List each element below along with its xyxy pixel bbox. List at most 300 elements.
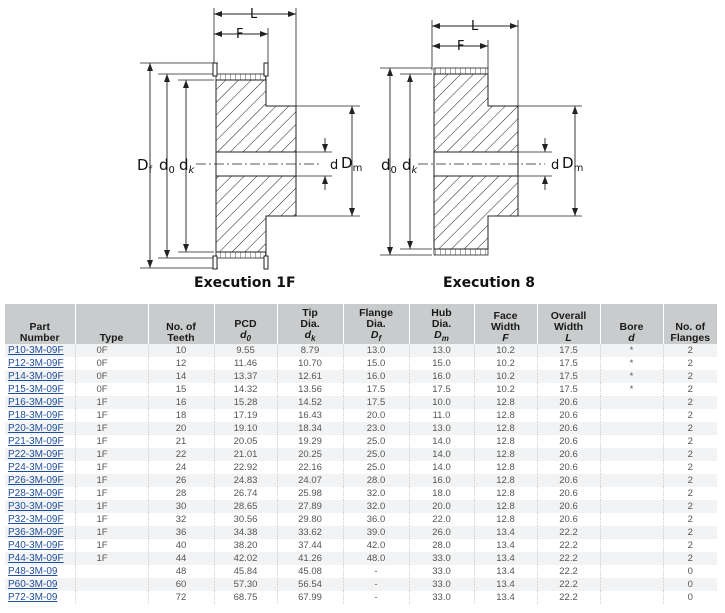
part-number-cell[interactable] [5,500,75,513]
table-body [5,344,717,604]
table-cell [600,435,663,448]
part-number-cell[interactable] [5,539,75,552]
header-symbol: $D_f$ [370,328,382,343]
table-cell: 20.6 [537,409,600,422]
table-cell: 28.65 [214,500,277,513]
table-cell: 1F [75,487,148,500]
table-cell: 22.2 [537,578,600,591]
table-cell: 1F [75,513,148,526]
table-row [5,513,717,526]
table-row [5,565,717,578]
header-text: Width [490,321,521,333]
dim-label-d0: $d_0$ [381,156,397,176]
table-cell: 12.8 [474,396,537,409]
table-cell: 60 [148,578,214,591]
table-cell: 2 [663,552,717,565]
part-number-cell[interactable] [5,409,75,422]
table-cell: 2 [663,474,717,487]
header-text: Number [19,332,60,344]
table-header [5,304,717,344]
part-number-cell[interactable] [5,513,75,526]
header-text: Face [493,310,518,322]
table-cell: 0 [663,565,717,578]
table-cell: 20.6 [537,396,600,409]
table-cell [600,474,663,487]
table-cell: 45.84 [214,565,277,578]
part-number-link[interactable]: P30-3M-09F [8,500,64,512]
table-cell: 1F [75,526,148,539]
header-text: Dia. [431,317,452,330]
table-cell: 19.29 [277,435,343,448]
header-text: Flange [359,306,393,319]
table-cell: 2 [663,487,717,500]
header-symbol: F [502,332,509,344]
table-cell: 20.0 [343,409,409,422]
part-number-link[interactable]: P72-3M-09 [8,591,58,603]
table-row [5,552,717,565]
table-cell: 15.0 [409,357,474,370]
table-cell: 45.08 [277,565,343,578]
header-symbol: $D_m$ [434,328,449,343]
table-cell: 18.0 [409,487,474,500]
table-cell: 39.0 [343,526,409,539]
table-cell: 0F [75,370,148,383]
column-header [474,304,537,344]
table-cell: 2 [663,526,717,539]
header-text: Tip [302,306,318,319]
table-cell: 21.01 [214,448,277,461]
table-cell: 8.79 [277,344,343,357]
pulley-drawings-svg [0,0,725,300]
part-number-cell[interactable] [5,435,75,448]
table-cell: 22.16 [277,461,343,474]
table-cell: 10.2 [474,344,537,357]
table-cell: 22.2 [537,591,600,604]
table-cell: 22 [148,448,214,461]
part-number-link[interactable]: P20-3M-09F [8,422,64,434]
table-cell: 33.0 [409,591,474,604]
table-cell: 13.4 [474,565,537,578]
header-symbol: $d_k$ [304,328,316,343]
table-row [5,474,717,487]
dim-label-d: d [551,158,560,173]
table-cell: 1F [75,396,148,409]
table-cell: 18.34 [277,422,343,435]
table-cell: 17.19 [214,409,277,422]
table-cell: 27.89 [277,500,343,513]
table-row [5,461,717,474]
part-number-cell[interactable] [5,448,75,461]
table-cell: 28 [148,487,214,500]
table-cell: 48 [148,565,214,578]
table-cell: 18 [148,409,214,422]
table-cell: 48.0 [343,552,409,565]
dim-label-dm: $D_m$ [341,154,363,174]
table-cell: 38.20 [214,539,277,552]
table-cell: 34.38 [214,526,277,539]
part-number-cell[interactable] [5,578,75,591]
table-row [5,409,717,422]
table-cell: 20.6 [537,448,600,461]
table-cell: 42.0 [343,539,409,552]
part-number-cell[interactable] [5,357,75,370]
table-cell: 0F [75,344,148,357]
table-cell: 13.4 [474,552,537,565]
table-cell: * [600,383,663,396]
table-cell: 25.98 [277,487,343,500]
table-cell: 0 [663,591,717,604]
dim-label-dk: $d_k$ [402,156,418,176]
part-number-link[interactable]: P44-3M-09F [8,552,64,564]
part-number-link[interactable]: P26-3M-09F [8,474,64,486]
table-cell: 33.0 [409,552,474,565]
table-cell: 56.54 [277,578,343,591]
table-cell: 22.0 [409,513,474,526]
part-number-link[interactable]: P32-3M-09F [8,513,64,525]
table-cell: - [343,565,409,578]
table-cell: 22.92 [214,461,277,474]
table-cell: 1F [75,474,148,487]
table-cell: 13.4 [474,578,537,591]
table-cell: 36 [148,526,214,539]
table-cell: 23.0 [343,422,409,435]
table-cell: 2 [663,344,717,357]
table-cell: 1F [75,409,148,422]
table-cell [600,396,663,409]
header-row [5,304,717,344]
table-cell: 17.5 [537,383,600,396]
table-cell: 1F [75,448,148,461]
table-cell: 10.2 [474,383,537,396]
table-cell: 36.0 [343,513,409,526]
table-cell [600,422,663,435]
table-cell: 12 [148,357,214,370]
table-cell: 2 [663,396,717,409]
table-row [5,487,717,500]
table-cell [75,565,148,578]
table-cell: 1F [75,422,148,435]
table-cell: 12.8 [474,474,537,487]
table-cell [600,552,663,565]
table-row [5,578,717,591]
table-cell: 17.5 [537,370,600,383]
table-cell: * [600,344,663,357]
table-cell: 0F [75,383,148,396]
column-header [277,304,343,344]
table-cell: 16 [148,396,214,409]
table-cell: 28.0 [409,539,474,552]
column-header [663,304,717,344]
part-number-cell[interactable] [5,383,75,396]
table-cell: 2 [663,370,717,383]
execution-1f-drawing [137,7,362,269]
part-number-cell[interactable] [5,565,75,578]
table-cell: 15.28 [214,396,277,409]
table-cell: 17.5 [537,357,600,370]
table-cell: 17.5 [343,383,409,396]
table-cell: 72 [148,591,214,604]
table-cell: 22.2 [537,539,600,552]
table-cell: 14.32 [214,383,277,396]
part-number-cell[interactable] [5,422,75,435]
table-cell [600,409,663,422]
table-cell: 30.56 [214,513,277,526]
table-cell [600,513,663,526]
header-text: Dia. [366,317,386,330]
table-cell: 2 [663,448,717,461]
table-cell: 40 [148,539,214,552]
table-cell: 2 [663,409,717,422]
table-cell: 25.0 [343,461,409,474]
table-cell: 20 [148,422,214,435]
table-row [5,435,717,448]
table-cell: 20.25 [277,448,343,461]
table-cell: 13.4 [474,591,537,604]
header-text: Type [99,332,124,344]
table-cell: 16.0 [409,370,474,383]
table-cell: 1F [75,500,148,513]
technical-drawings [0,0,725,300]
header-text: Overall [550,310,587,322]
header-text: Part [29,321,50,333]
table-cell: 12.61 [277,370,343,383]
table-cell: 67.99 [277,591,343,604]
table-cell: 2 [663,513,717,526]
part-number-cell[interactable] [5,461,75,474]
table-cell: - [343,578,409,591]
table-cell: 14.0 [409,435,474,448]
table-cell: 20.6 [537,513,600,526]
dim-label-l: L [471,19,479,34]
table-cell: 16.0 [343,370,409,383]
table-cell: 10.0 [409,396,474,409]
table-cell: * [600,357,663,370]
table-cell [75,578,148,591]
table-cell: 17.5 [409,383,474,396]
table-cell: 22.2 [537,552,600,565]
part-number-link[interactable]: P60-3M-09 [8,578,58,590]
table-cell: 12.8 [474,500,537,513]
table-cell: 29.80 [277,513,343,526]
table-cell: 25.0 [343,448,409,461]
table-cell: 24 [148,461,214,474]
table-cell: 1F [75,539,148,552]
table-cell: * [600,370,663,383]
part-number-link[interactable]: P14-3M-09F [8,370,64,382]
table-cell: 12.8 [474,513,537,526]
part-number-link[interactable]: P21-3M-09F [8,435,64,447]
table-cell: 2 [663,435,717,448]
header-text: Teeth [167,332,195,344]
column-header [409,304,474,344]
table-cell [600,565,663,578]
part-number-link[interactable]: P15-3M-09F [8,383,64,395]
table-cell: 20.6 [537,487,600,500]
column-header [537,304,600,344]
dim-label-df: $D_f$ [137,156,153,176]
table-cell [600,448,663,461]
table-cell: 26 [148,474,214,487]
part-number-link[interactable]: P16-3M-09F [8,396,64,408]
table-cell: 2 [663,461,717,474]
dim-label-f: F [457,39,465,54]
column-header [600,304,663,344]
pulley-spec-table [5,304,717,604]
table-cell: 16.0 [409,474,474,487]
table-cell: 20.6 [537,435,600,448]
table-cell: 12.8 [474,461,537,474]
table-cell: 33.0 [409,578,474,591]
table-cell: 13.37 [214,370,277,383]
column-header [75,304,148,344]
header-text: Flanges [670,332,711,344]
table-cell: 17.5 [537,344,600,357]
part-number-link[interactable]: P48-3M-09 [8,565,58,577]
table-row [5,370,717,383]
table-cell: 19.10 [214,422,277,435]
part-number-cell[interactable] [5,526,75,539]
table-cell [600,500,663,513]
table-row [5,539,717,552]
table-cell: 21 [148,435,214,448]
table-cell: 15.0 [343,357,409,370]
table-cell: 44 [148,552,214,565]
table-cell: 24.07 [277,474,343,487]
table-cell: 2 [663,357,717,370]
header-symbol: L [565,332,572,344]
table-cell: 13.0 [343,344,409,357]
table-cell: 14.52 [277,396,343,409]
table-cell: 2 [663,383,717,396]
column-header [214,304,277,344]
table-cell: 22.2 [537,526,600,539]
header-text: Bore [619,321,644,333]
table-cell: 11.46 [214,357,277,370]
table-cell: 9.55 [214,344,277,357]
part-number-link[interactable]: P28-3M-09F [8,487,64,499]
table-row [5,448,717,461]
table-cell [600,487,663,500]
table-cell: 14.0 [409,448,474,461]
part-number-link[interactable]: P12-3M-09F [8,357,64,369]
table-cell: 33.0 [409,565,474,578]
dim-label-f: F [236,27,244,42]
table-cell: 20.6 [537,474,600,487]
table-cell: 32 [148,513,214,526]
part-number-cell[interactable] [5,370,75,383]
part-number-cell[interactable] [5,344,75,357]
header-symbol: $d_0$ [240,328,251,343]
table-cell: 14 [148,370,214,383]
table-cell [600,591,663,604]
table-cell: 12.8 [474,448,537,461]
header-text: Hub [431,306,452,319]
dim-label-d: d [330,158,339,173]
table-cell [600,526,663,539]
table-cell: 12.8 [474,435,537,448]
table-cell: 41.26 [277,552,343,565]
table-cell: 0F [75,357,148,370]
part-number-cell[interactable] [5,552,75,565]
header-text: Width [553,321,584,333]
table-cell: 32.0 [343,487,409,500]
table-cell: 26.0 [409,526,474,539]
header-text: Dia. [300,317,320,330]
table-cell: 0 [663,578,717,591]
table-cell: 20.6 [537,461,600,474]
header-symbol: d [628,332,635,344]
part-number-link[interactable]: P40-3M-09F [8,539,64,551]
table-cell [75,591,148,604]
table-cell: 13.4 [474,526,537,539]
table-cell: 14.0 [409,461,474,474]
part-number-cell[interactable] [5,474,75,487]
table-cell: 20.0 [409,500,474,513]
execution-1f-caption: Execution 1F [194,275,296,291]
table-cell: 12.8 [474,409,537,422]
part-number-link[interactable]: P36-3M-09F [8,526,64,538]
table-cell: 30 [148,500,214,513]
table-cell: 15 [148,383,214,396]
table-cell: 22.2 [537,565,600,578]
table-cell: 25.0 [343,435,409,448]
dim-label-l: L [250,7,258,22]
table-cell: 2 [663,500,717,513]
table-cell: 13.0 [409,344,474,357]
table-cell: 20.6 [537,500,600,513]
table-cell: 24.83 [214,474,277,487]
column-header [148,304,214,344]
part-number-link[interactable]: P18-3M-09F [8,409,64,421]
execution-8-caption: Execution 8 [443,275,536,291]
table-cell: 33.62 [277,526,343,539]
table-cell: 37.44 [277,539,343,552]
table-cell: 20.6 [537,422,600,435]
table-cell: 32.0 [343,500,409,513]
table-cell [600,461,663,474]
part-number-link[interactable]: P24-3M-09F [8,461,64,473]
table-row [5,357,717,370]
part-number-cell[interactable] [5,487,75,500]
dim-label-d0: $d_0$ [159,156,175,176]
table-cell: 12.8 [474,422,537,435]
table-cell: 10.2 [474,370,537,383]
part-number-cell[interactable] [5,396,75,409]
table-row [5,344,717,357]
table-cell: 20.05 [214,435,277,448]
table-cell: 28.0 [343,474,409,487]
execution-8-drawing [380,19,583,255]
column-header [343,304,409,344]
table-cell: 13.56 [277,383,343,396]
table-cell: 11.0 [409,409,474,422]
table-row [5,383,717,396]
part-number-link[interactable]: P10-3M-09F [8,344,64,356]
part-number-link[interactable]: P22-3M-09F [8,448,64,460]
table-cell: 57.30 [214,578,277,591]
table-cell: - [343,591,409,604]
dim-label-dk: $d_k$ [179,156,195,176]
part-number-cell[interactable] [5,591,75,604]
table-cell [600,578,663,591]
table-row [5,500,717,513]
table-cell: 10.2 [474,357,537,370]
table-row [5,422,717,435]
column-header [5,304,75,344]
header-text: PCD [234,317,257,330]
table-cell: 2 [663,422,717,435]
table-cell: 10.70 [277,357,343,370]
